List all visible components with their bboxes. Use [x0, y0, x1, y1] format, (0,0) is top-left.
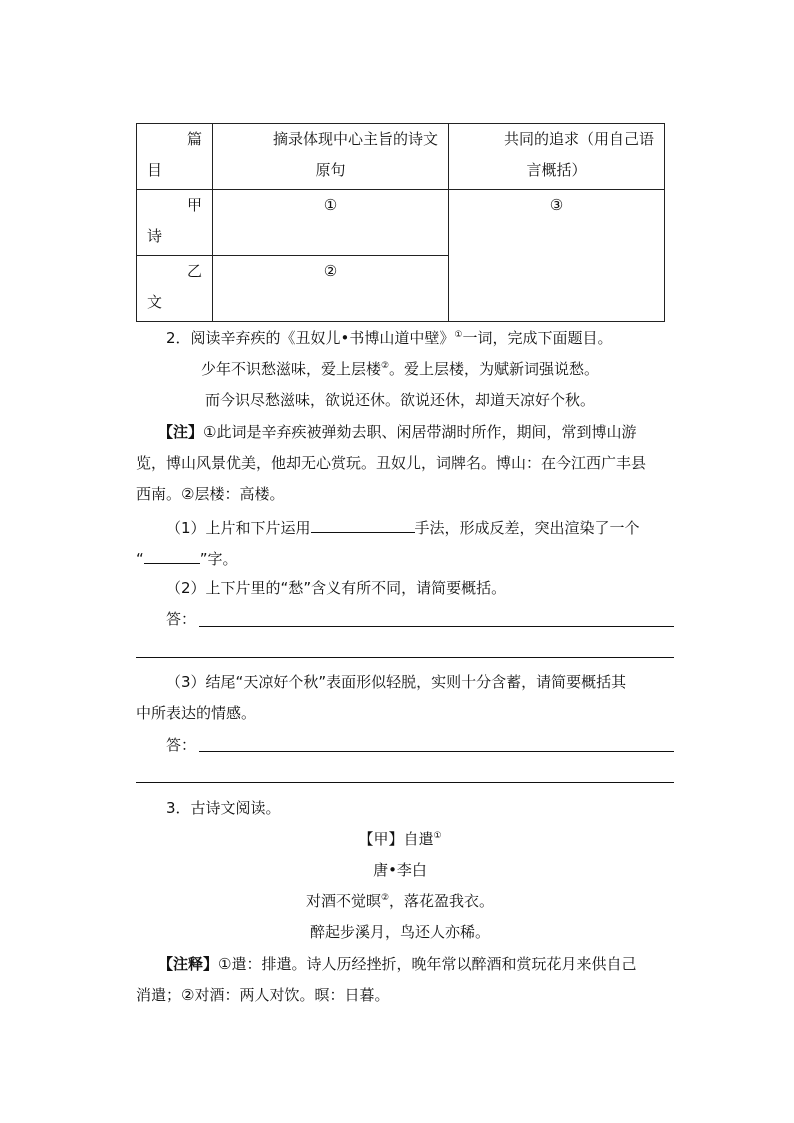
comparison-table: [136, 123, 665, 322]
q2-sub1-line-1: [136, 516, 706, 538]
header-piece-line2: 目: [147, 161, 163, 179]
q2-sub1-line-2: [136, 547, 676, 569]
table-row: [137, 190, 665, 256]
q2-sub1-text-a: （1）上片和下片运用: [166, 519, 311, 537]
q2-sub1-blank-word[interactable]: [144, 547, 200, 564]
poem-line-1-a: 少年不识愁滋味，爱上层楼: [200, 360, 381, 378]
q3-note-text-1: ①遣：排遣。诗人历经挫折，晚年常以醉酒和赏玩花月来供自己: [218, 955, 637, 973]
row2-label-line1: 乙: [186, 262, 202, 280]
q2-note-line-1: [136, 422, 698, 442]
row1-label-line2: 诗: [147, 227, 163, 245]
q3-note-label: 【注释】: [158, 955, 219, 973]
row2-answer-cell[interactable]: [213, 256, 449, 322]
q2-sub2-question: （2）上下片里的“愁”含义有所不同，请简要概括。: [166, 579, 507, 597]
q3-poem-title: [136, 829, 664, 849]
header-cell-quote: [213, 124, 449, 190]
q3-note-line-2: 消遣；②对酒：两人对饮。暝：日暮。: [136, 986, 390, 1004]
q2-sub3-line-2: 中所表达的情感。: [136, 704, 257, 722]
row-label-cell: [137, 256, 213, 322]
poem-line-1: [136, 359, 664, 379]
q2-intro-text: 2．阅读辛弃疾的《丑奴儿•书博山道中壁》: [166, 329, 455, 347]
q3-note-line-1: [136, 954, 698, 974]
header-quote-line1: 摘录体现中心主旨的诗文: [272, 130, 438, 148]
q2-sub2-answer-line-1[interactable]: [199, 626, 674, 627]
row2-label-line2: 文: [147, 293, 163, 311]
q3-poem-author: 唐•李白: [373, 861, 427, 879]
row2-marker: ②: [323, 262, 338, 280]
poem-note-mark: ②: [380, 361, 390, 371]
header-cell-pursuit: [449, 124, 665, 190]
q2-sub1-text-b: 手法，形成反差，突出渲染了一个: [414, 519, 640, 537]
q3-intro: 3．古诗文阅读。: [166, 799, 281, 817]
q2-note-line-3: 西南。②层楼：高楼。: [136, 485, 285, 503]
q2-sub3-answer-line-2[interactable]: [136, 782, 674, 783]
q2-sub1-quote-open: “: [136, 550, 144, 568]
table-header-row: [137, 124, 665, 190]
header-pursuit-line1: 共同的追求（用自己语: [503, 130, 654, 148]
q2-sub3-line-1: （3）结尾“天凉好个秋”表面形似轻脱，实则十分含蓄，请简要概括其: [166, 673, 627, 691]
q3-poem-title-text: 【甲】自遣: [358, 830, 434, 848]
shared-marker: ③: [549, 196, 564, 214]
poem-line-1-b: 。爱上层楼，为赋新词强说愁。: [389, 360, 600, 378]
q3-poem-line-1: [136, 891, 664, 911]
q2-sub1-blank-technique[interactable]: [311, 516, 415, 533]
header-cell-piece: [137, 124, 213, 190]
q3-line-note-mark: ②: [380, 893, 390, 903]
q2-sub2-answer-label: 答：: [166, 610, 197, 628]
q2-note-text-1: ①此词是辛弃疾被弹劾去职、闲居带湖时所作，期间，常到博山游: [203, 423, 637, 441]
header-quote-line2: 原句: [315, 161, 346, 179]
q2-sub2-answer-line-2[interactable]: [136, 657, 674, 658]
q3-title-note-mark: ①: [433, 831, 442, 841]
q2-note-line-2: 览，博山风景优美，他却无心赏玩。丑奴儿，词牌名。博山：在今江西广丰县: [136, 454, 647, 472]
q3-poem-line-2: 醉起步溪月，鸟还人亦稀。: [309, 923, 490, 941]
row1-label-line1: 甲: [186, 196, 202, 214]
q2-intro-text-2: 一词，完成下面题目。: [462, 329, 613, 347]
q3-poem-line-1-b: ，落花盈我衣。: [389, 892, 495, 910]
row1-marker: ①: [323, 196, 338, 214]
header-pursuit-line2: 言概括）: [526, 161, 587, 179]
header-piece-line1: 篇: [186, 130, 202, 148]
q3-poem-line-1-a: 对酒不觉暝: [305, 892, 381, 910]
q2-sub3-answer-label: 答：: [166, 736, 197, 754]
q2-intro-note-mark: ①: [454, 330, 463, 340]
q2-note-label: 【注】: [158, 423, 204, 441]
q2-sub3-answer-line-1[interactable]: [199, 751, 674, 752]
row-label-cell: [137, 190, 213, 256]
poem-line-2: 而今识尽愁滋味，欲说还休。欲说还休，却道天凉好个秋。: [204, 391, 595, 409]
row1-answer-cell[interactable]: [213, 190, 449, 256]
q2-intro: [136, 328, 706, 348]
q2-sub1-quote-close: ”字。: [199, 550, 238, 568]
shared-answer-cell[interactable]: [449, 190, 665, 322]
